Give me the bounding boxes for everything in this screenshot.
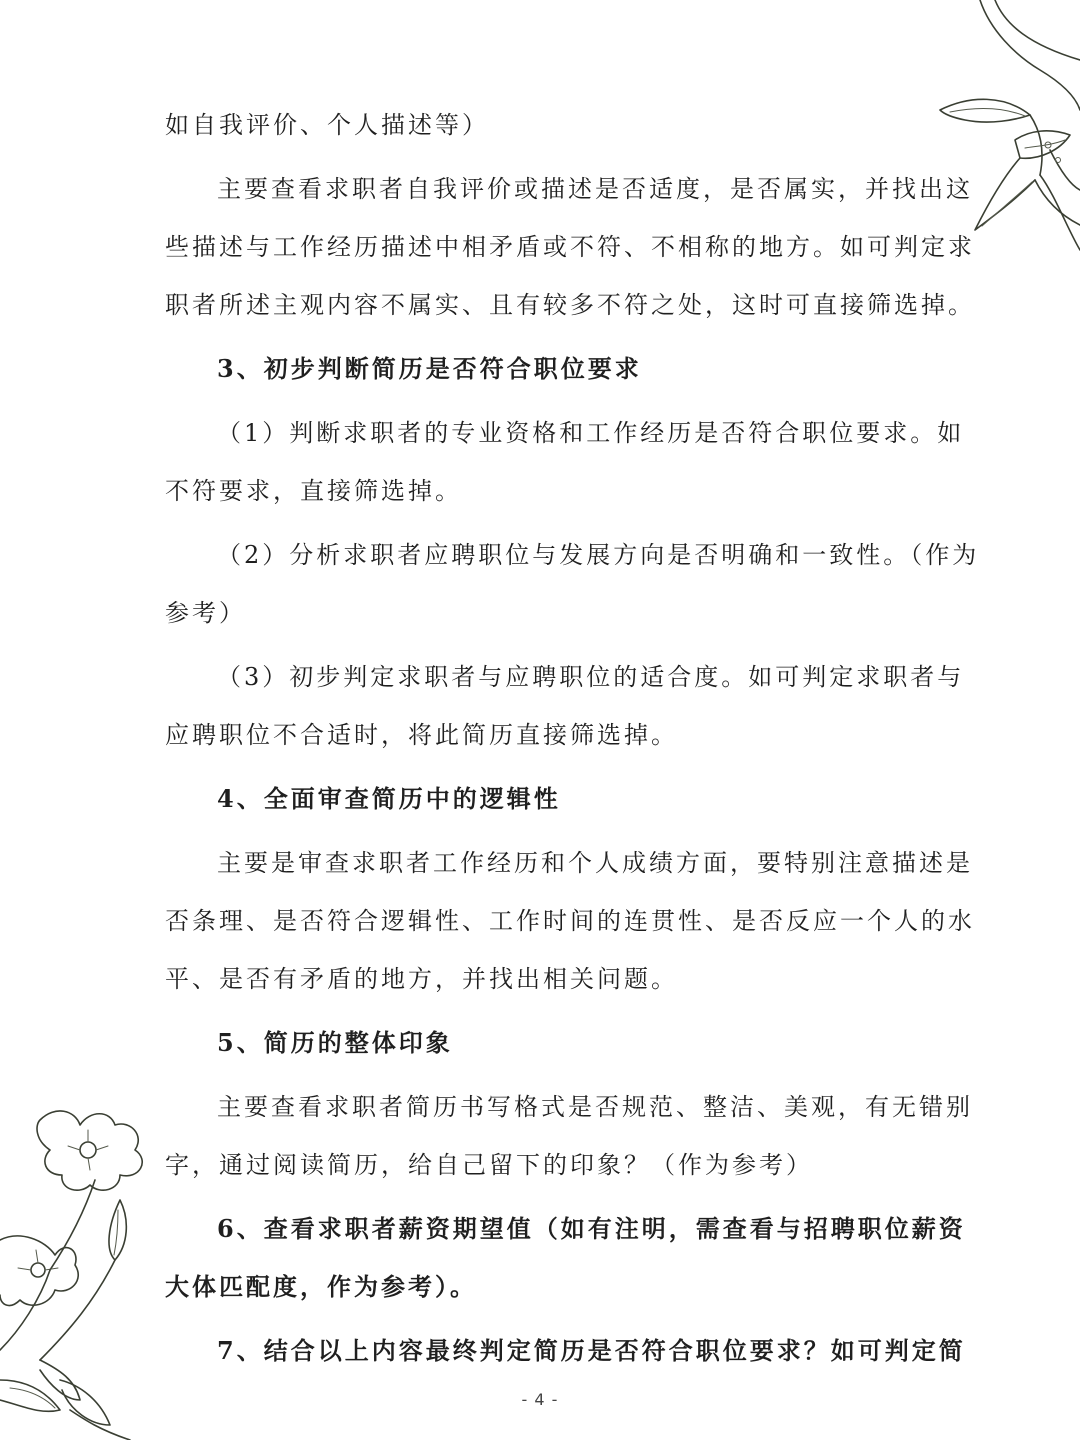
text-line: 主要是审查求职者工作经历和个人成绩方面，要特别注意描述是 <box>217 849 973 877</box>
section-heading: 4、全面审查简历中的逻辑性 <box>217 784 561 813</box>
text-line: 否条理、是否符合逻辑性、工作时间的连贯性、是否反应一个人的水 <box>165 907 975 935</box>
text-line: 字，通过阅读简历，给自己留下的印象？（作为参考） <box>165 1151 813 1179</box>
text-line: 主要查看求职者简历书写格式是否规范、整洁、美观，有无错别 <box>217 1093 973 1121</box>
page-number: - 4 - <box>521 1390 559 1409</box>
text-line: （2）分析求职者应聘职位与发展方向是否明确和一致性。（作为 <box>217 541 980 569</box>
text-line: （1）判断求职者的专业资格和工作经历是否符合职位要求。如 <box>217 419 965 447</box>
text-line: 职者所述主观内容不属实、且有较多不符之处，这时可直接筛选掉。 <box>165 291 975 319</box>
document-body <box>165 96 980 1380</box>
section-heading: 6、查看求职者薪资期望值（如有注明，需查看与招聘职位薪资 <box>217 1214 966 1243</box>
text-line: 参考） <box>165 599 246 627</box>
text-line: 主要查看求职者自我评价或描述是否适度，是否属实，并找出这 <box>217 175 973 203</box>
text-line: 应聘职位不合适时，将此简历直接筛选掉。 <box>165 721 678 749</box>
blossom-branch-decoration <box>0 1080 170 1440</box>
text-line: 平、是否有矛盾的地方，并找出相关问题。 <box>165 965 678 993</box>
section-heading-continued: 大体匹配度，作为参考）。 <box>165 1272 477 1301</box>
text-line: 不符要求，直接筛选掉。 <box>165 477 462 505</box>
section-heading: 5、简历的整体印象 <box>217 1028 453 1057</box>
section-heading: 7、结合以上内容最终判定简历是否符合职位要求？如可判定简 <box>217 1336 966 1365</box>
text-line: （3）初步判定求职者与应聘职位的适合度。如可判定求职者与 <box>217 663 965 691</box>
text-line: 些描述与工作经历描述中相矛盾或不符、不相称的地方。如可判定求 <box>165 233 975 261</box>
text-line: 如自我评价、个人描述等） <box>165 111 489 139</box>
section-heading: 3、初步判断简历是否符合职位要求 <box>217 354 642 383</box>
